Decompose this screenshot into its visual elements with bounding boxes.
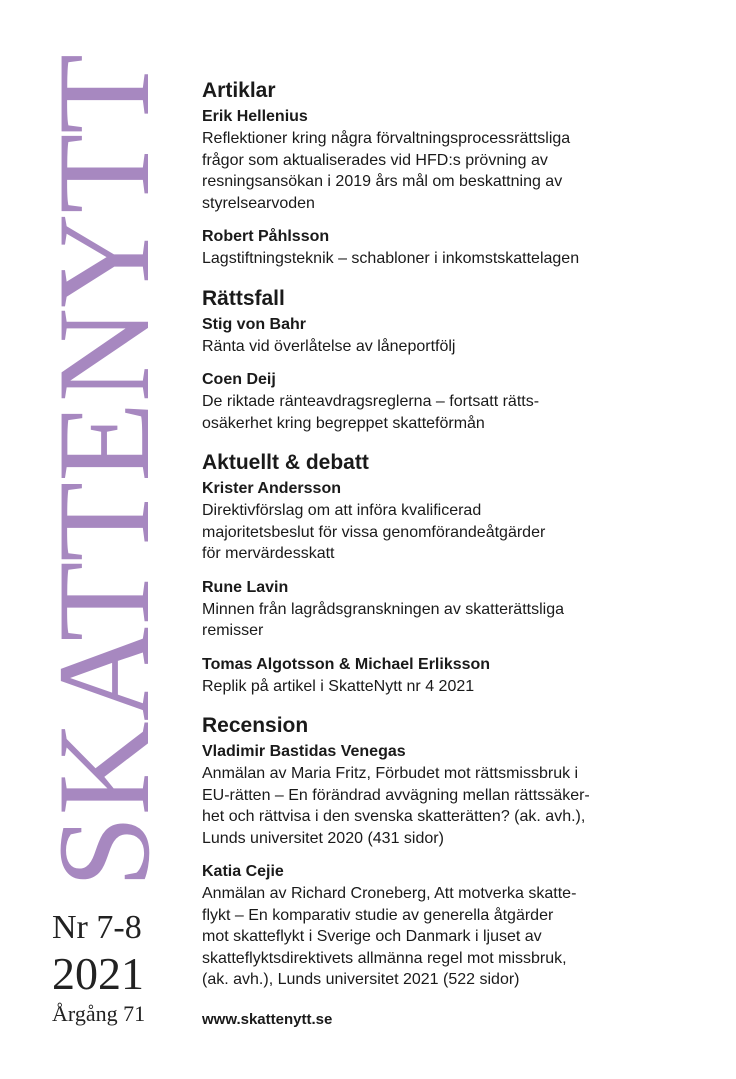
toc-entry — [202, 577, 612, 642]
entry-title: Minnen från lagrådsgranskningen av skatterättsliga remisser — [202, 600, 564, 639]
entry-author: Rune Lavin — [202, 578, 289, 596]
masthead-title: SKATTENYTT — [30, 44, 177, 888]
entry-title: De riktade ränteavdragsreglerna – fortsatt rätts- osäkerhet kring begreppet skatteförmån — [202, 393, 540, 432]
masthead-logo — [30, 44, 177, 888]
masthead-svg — [30, 44, 177, 888]
section-artiklar — [202, 76, 612, 270]
toc-entry — [202, 106, 612, 214]
entry-author: Krister Andersson — [202, 480, 341, 497]
entry-author: Stig von Bahr — [202, 315, 307, 333]
toc-entry — [202, 654, 612, 698]
section-aktuellt-debatt — [202, 448, 612, 697]
section-title: Artiklar — [202, 79, 276, 102]
toc-entry — [202, 369, 612, 434]
entry-title: Reflektioner kring några förvaltningsprocessrättsliga frågor som aktualiserades vid HFD:s prövning av resningsansökan i 2019 års mål om beskattning av styrelsearvoden — [202, 130, 571, 212]
entry-author: Vladimir Bastidas Venegas — [202, 743, 406, 760]
section-recension — [202, 711, 612, 991]
entry-title: Lagstiftningsteknik – schabloner i inkomstskattelagen — [202, 250, 580, 267]
toc-entry — [202, 861, 612, 991]
entry-author: Tomas Algotsson & Michael Erliksson — [202, 655, 491, 673]
entry-title: Replik på artikel i SkatteNytt nr 4 2021 — [202, 677, 475, 695]
entry-author: Katia Cejie — [202, 863, 284, 880]
entry-title: Ränta vid överlåtelse av låneportfölj — [202, 337, 456, 355]
table-of-contents — [202, 76, 612, 1005]
entry-title: Anmälan av Richard Croneberg, Att motverka skatte- flykt – En komparativ studie av generella åtgärder mot skatteflykt i Sverige och Danmark i ljuset av skatteflyktsdirektivets allmänna regel mot missbruk, (ak. avh.), Lunds universitet 2021 (522 sidor) — [202, 885, 577, 988]
issue-year: 2021 — [52, 948, 144, 999]
toc-entry — [202, 478, 612, 565]
section-title: Aktuellt & debatt — [202, 451, 369, 474]
toc-entry — [202, 314, 612, 358]
issue-number: Nr 7-8 — [52, 909, 142, 946]
entry-author: Erik Hellenius — [202, 108, 308, 125]
entry-title: Direktivförslag om att införa kvalificerad majoritetsbeslut för vissa genomförandeåtgärder för mervärdesskatt — [202, 502, 546, 562]
issue-info — [52, 908, 162, 1028]
toc-entry — [202, 226, 612, 270]
entry-title: Anmälan av Maria Fritz, Förbudet mot rättsmissbruk i EU-rätten – En förändrad avvägning mellan rättssäker- het och rättvisa i den svenska skatterätten? (ak. avh.), Lunds universitet 2020 (431 sidor) — [202, 765, 590, 847]
issue-volume: Årgång 71 — [52, 1001, 146, 1026]
entry-author: Coen Deij — [202, 371, 276, 388]
section-rattsfall — [202, 284, 612, 435]
section-title: Rättsfall — [202, 286, 285, 310]
toc-entry — [202, 741, 612, 849]
website-link[interactable]: www.skattenytt.se — [202, 1011, 333, 1028]
entry-author: Robert Påhlsson — [202, 228, 330, 245]
section-title: Recension — [202, 714, 309, 737]
